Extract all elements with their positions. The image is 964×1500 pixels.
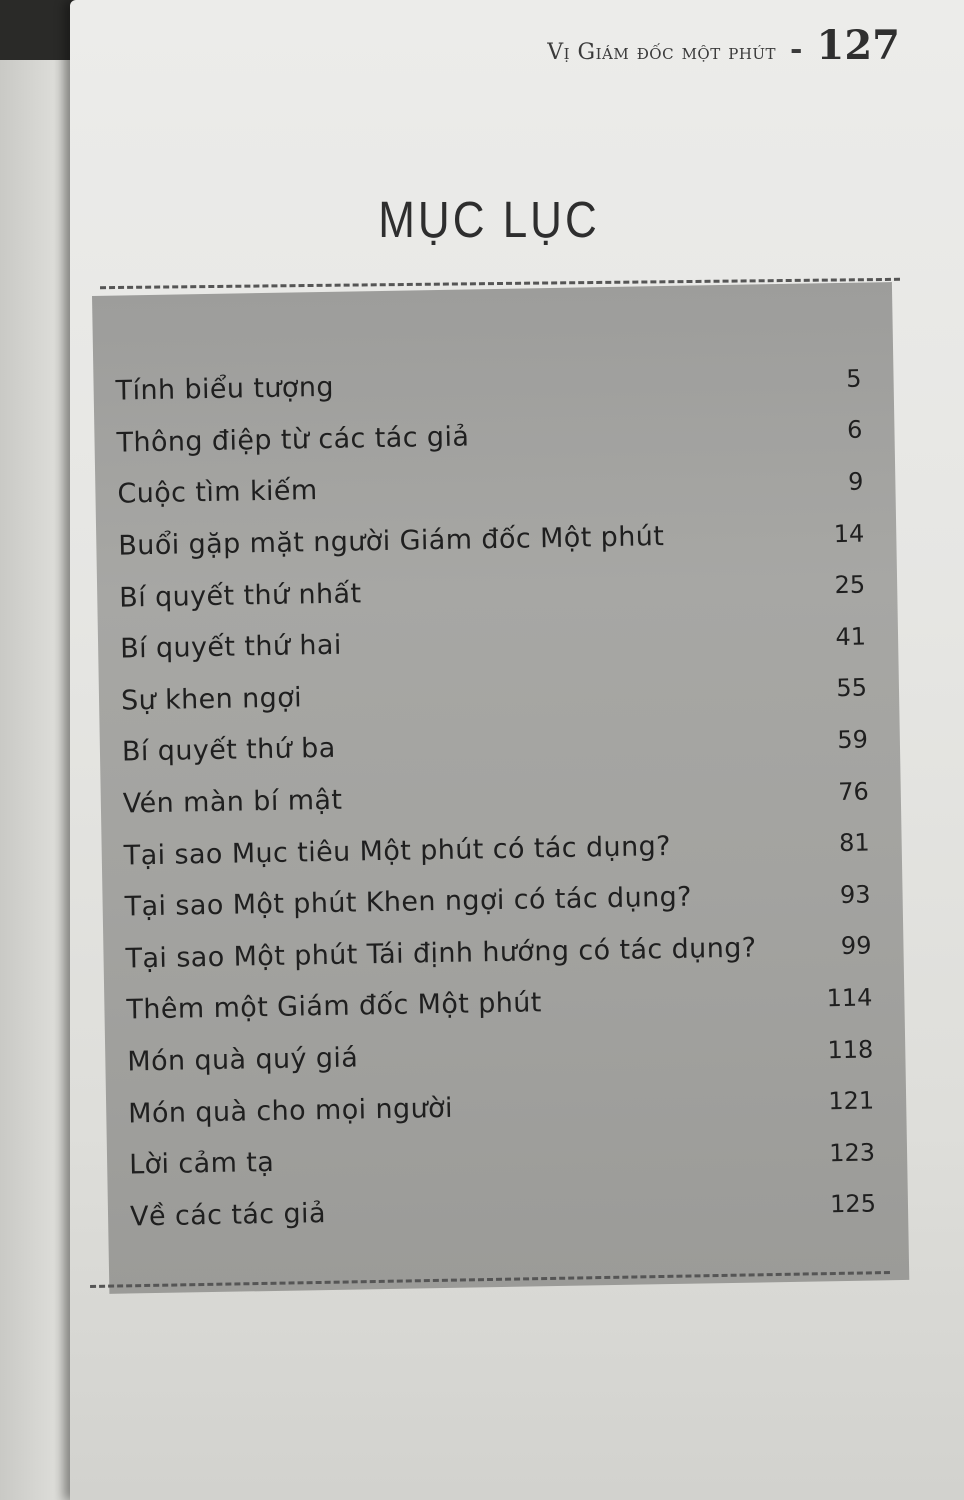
running-header xyxy=(547,22,900,69)
toc-entry-page: 6 xyxy=(846,415,863,445)
toc-entry-title: Món quà cho mọi người xyxy=(128,1092,454,1130)
toc-entry-title: Sự khen ngợi xyxy=(120,682,303,717)
toc-entry-title: Lời cảm tạ xyxy=(128,1147,275,1181)
toc-entry-title: Thêm một Giám đốc Một phút xyxy=(126,987,543,1026)
toc-heading: MỤC LỤC xyxy=(378,192,600,249)
toc-list xyxy=(115,353,876,1243)
toc-entry-title: Về các tác giả xyxy=(129,1197,327,1233)
toc-entry-page: 76 xyxy=(837,777,870,806)
toc-entry-page: 99 xyxy=(840,931,872,961)
toc-entry-title: Tính biểu tượng xyxy=(115,372,335,407)
toc-entry-page: 9 xyxy=(847,467,864,496)
toc-entry-page: 41 xyxy=(835,622,867,651)
toc-entry-title: Món quà quý giá xyxy=(127,1042,359,1078)
toc-entry-page: 25 xyxy=(834,570,866,600)
page-number: 127 xyxy=(816,22,900,69)
toc-entry-page: 14 xyxy=(833,519,865,548)
toc-entry-title: Tại sao Một phút Tái định hướng có tác dụng? xyxy=(125,932,757,975)
running-dash: - xyxy=(790,32,803,67)
toc-entry-page: 125 xyxy=(829,1189,877,1219)
toc-entry-page: 5 xyxy=(846,364,862,393)
toc-entry-page: 81 xyxy=(838,828,870,858)
toc-entry-page: 118 xyxy=(827,1034,874,1064)
toc-entry-title: Cuộc tìm kiếm xyxy=(117,475,318,511)
toc-entry-title: Bí quyết thứ ba xyxy=(121,733,336,768)
toc-entry-page: 93 xyxy=(839,880,871,909)
toc-entry-title: Bí quyết thứ hai xyxy=(119,629,342,665)
toc-entry-title: Buổi gặp mặt người Giám đốc Một phút xyxy=(118,521,665,562)
toc-entry-title: Bí quyết thứ nhất xyxy=(118,578,362,614)
toc-entry-title: Vén màn bí mật xyxy=(122,784,343,820)
toc-entry-page: 59 xyxy=(837,725,869,755)
toc-entry-title: Tại sao Mục tiêu Một phút có tác dụng? xyxy=(123,830,672,872)
toc-entry-title: Tại sao Một phút Khen ngợi có tác dụng? xyxy=(124,881,693,923)
running-title: Vị Giám đốc một phút xyxy=(547,40,777,65)
book-page xyxy=(70,0,964,1500)
toc-box xyxy=(92,282,909,1294)
toc-entry-page: 123 xyxy=(829,1138,876,1167)
toc-entry-page: 114 xyxy=(826,983,873,1013)
toc-entry-title: Thông điệp từ các tác giả xyxy=(116,421,470,459)
toc-entry-page: 55 xyxy=(836,673,868,703)
toc-entry-page: 121 xyxy=(828,1086,875,1116)
